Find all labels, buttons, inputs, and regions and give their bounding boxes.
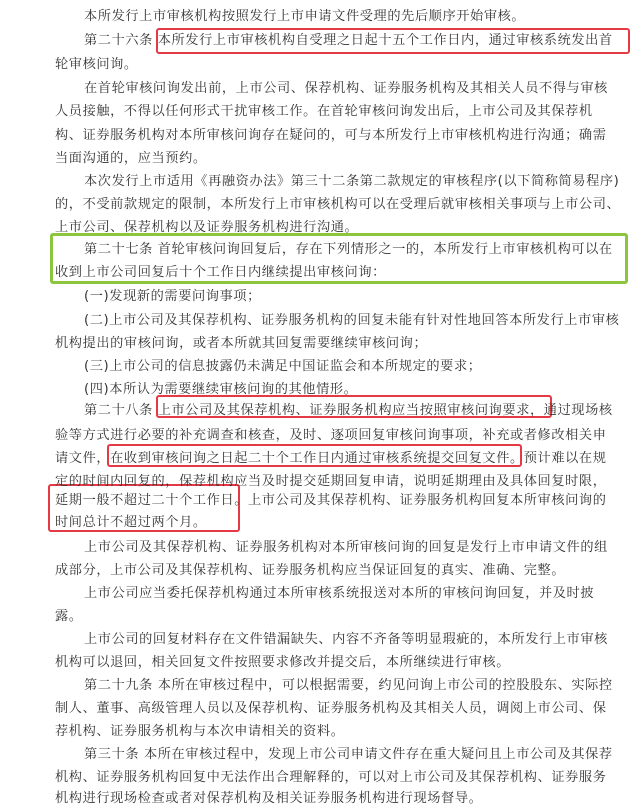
text-line-article-30: 第三十条 本所在审核过程中，发现上市公司申请文件存在重大疑问且上市公司及其保荐 [84, 747, 613, 762]
text-line: 构、证券服务机构对本所审核问询存在疑问的，可与本所发行上市审核机构进行沟通；确需 [55, 128, 607, 143]
text-line: 当面沟通的，应当预约。 [55, 151, 207, 166]
text-line: 在首轮审核问询发出前，上市公司、保荐机构、证券服务机构及其相关人员不得与审核 [84, 81, 608, 96]
text-line: 成部分，上市公司及其保荐机构、证券服务机构应当保证回复的真实、准确、完整。 [55, 563, 566, 578]
text-line: 上市公司、保荐机构以及证券服务机构进行沟通。 [55, 220, 359, 235]
text-line: 请文件，在收到审核问询之日起二十个工作日内通过审核系统提交回复文件。预计难以在规 [55, 451, 607, 466]
text-line-article-29: 第二十九条 本所在审核过程中，可以根据需要，约见问询上市公司的控股股东、实际控 [84, 678, 613, 693]
list-item: (二)上市公司及其保荐机构、证券服务机构的回复未能有针对性地回答本所发行上市审核 [84, 313, 620, 328]
text-line: 收到上市公司回复后十个工作日内继续提出审核问询： [55, 265, 386, 280]
text-line: 的，不受前款规定的限制，本所发行上市审核机构可以在受理后就审核相关事项与上市公司、 [55, 197, 621, 212]
text-line: 验等方式进行必要的补充调查和核查，及时、逐项回复审核问询事项，补充或者修改相关申 [55, 428, 607, 443]
text-line-article-27: 第二十七条 首轮审核问询回复后，存在下列情形之一的，本所发行上市审核机构可以在 [84, 242, 613, 257]
text-line: 荐机构、证券服务机构与本次申请相关的资料。 [55, 724, 345, 739]
text-line: 机构、证券服务机构回复中无法作出合理解释的，可以对上市公司及其保荐机构、证券服务 [55, 770, 607, 785]
text-line: 机构进行现场检查或者对保荐机构及相关证券服务机构进行现场督导。 [55, 791, 483, 806]
text-line-article-28: 第二十八条 上市公司及其保荐机构、证券服务机构应当按照审核问询要求，通过现场核 [84, 403, 613, 418]
text-line: 机构提出的审核问询，或者本所就其回复需要继续审核问询； [55, 336, 428, 351]
text-line: 上市公司应当委托保荐机构通过本所审核系统报送对本所的审核问询回复，并及时披 [84, 586, 595, 601]
text-line: 制人、董事、高级管理人员以及保荐机构、证券服务机构及其相关人员，调阅上市公司、保 [55, 701, 607, 716]
text-line: 定的时间内回复的，保荐机构应当及时提交延期回复申请，说明延期理由及具体回复时限， [55, 474, 607, 489]
list-item: (四)本所认为需要继续审核问询的其他情形。 [84, 382, 358, 397]
text-line: 上市公司的回复材料存在文件错漏缺失、内容不齐备等明显瑕疵的，本所发行上市审核 [84, 632, 608, 647]
text-line: 机构可以退回，相关回复文件按照要求修改并提交后，本所继续进行审核。 [55, 655, 510, 670]
text-line: 上市公司及其保荐机构、证券服务机构对本所审核问询的回复是发行上市申请文件的组 [84, 540, 608, 555]
text-line: 时间总计不超过两个月。 [55, 515, 207, 530]
list-item: (三)上市公司的信息披露仍未满足中国证监会和本所规定的要求； [84, 359, 482, 374]
text-line: 露。 [55, 609, 83, 624]
text-line: 人员接触，不得以任何形式干扰审核工作。在首轮审核问询发出后，上市公司及其保荐机 [55, 104, 593, 119]
list-item: (一)发现新的需要问询事项； [84, 289, 261, 304]
text-line: 本所发行上市审核机构按照发行上市申请文件受理的先后顺序开始审核。 [84, 9, 526, 24]
text-line: 本次发行上市适用《再融资办法》第三十二条第二款规定的审核程序(以下简称简易程序) [84, 174, 620, 189]
text-line: 延期一般不超过二十个工作日。上市公司及其保荐机构、证券服务机构回复本所审核问询的 [55, 493, 607, 508]
text-line-article-26: 第二十六条 本所发行上市审核机构自受理之日起十五个工作日内，通过审核系统发出首 [84, 33, 613, 48]
text-line: 轮审核问询。 [55, 57, 138, 72]
